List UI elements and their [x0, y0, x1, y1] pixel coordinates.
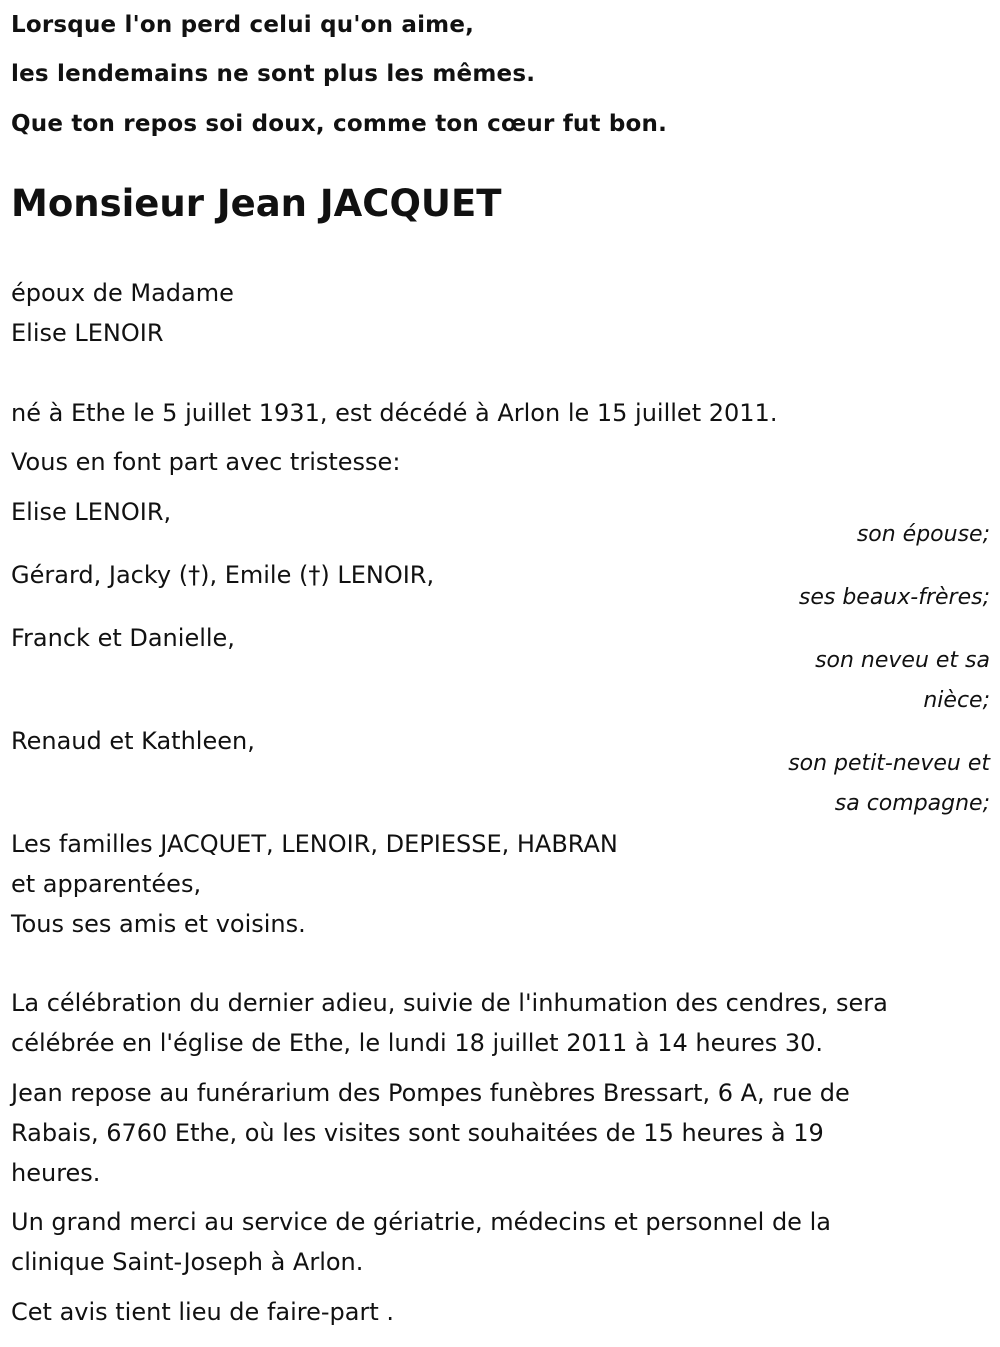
spouse-line-1: époux de Madame — [11, 279, 234, 307]
family-member-name: Renaud et Kathleen, — [11, 727, 255, 755]
family-member-role: son épouse; — [856, 522, 990, 547]
closing-line: Cet avis tient lieu de faire-part . — [11, 1298, 395, 1326]
ceremony-line-1: La célébration du dernier adieu, suivie de l'inhumation des cendres, sera — [11, 989, 888, 1017]
ceremony-line-2: célébrée en l'église de Ethe, le lundi 18 juillet 2011 à 14 heures 30. — [11, 1029, 824, 1057]
family-member-name: Franck et Danielle, — [11, 624, 235, 652]
family-member-role: nièce; — [923, 688, 990, 713]
birth-death-line: né à Ethe le 5 juillet 1931, est décédé à Arlon le 15 juillet 2011. — [11, 399, 778, 427]
families-line-2: et apparentées, — [11, 870, 202, 898]
families-line-1: Les familles JACQUET, LENOIR, DEPIESSE, HABRAN — [11, 830, 618, 858]
poem-line-3: Que ton repos soi doux, comme ton cœur fut bon. — [11, 111, 668, 137]
poem-line-2: les lendemains ne sont plus les mêmes. — [11, 61, 536, 87]
family-member-name: Elise LENOIR, — [11, 498, 172, 526]
spouse-line-2: Elise LENOIR — [11, 319, 164, 347]
friends-line: Tous ses amis et voisins. — [11, 910, 306, 938]
family-member-role: ses beaux-frères; — [798, 585, 990, 610]
family-member-name: Gérard, Jacky (†), Emile (†) LENOIR, — [11, 561, 435, 589]
thanks-line-2: clinique Saint-Joseph à Arlon. — [11, 1248, 364, 1276]
thanks-line-1: Un grand merci au service de gériatrie, médecins et personnel de la — [11, 1208, 831, 1236]
family-member-role: sa compagne; — [834, 791, 990, 816]
funerarium-line-3: heures. — [11, 1159, 101, 1187]
announcement-intro: Vous en font part avec tristesse: — [11, 448, 401, 476]
family-member-role: son petit-neveu et — [788, 751, 990, 776]
poem-line-1: Lorsque l'on perd celui qu'on aime, — [11, 12, 475, 38]
family-member-role: son neveu et sa — [815, 648, 990, 673]
funerarium-line-1: Jean repose au funérarium des Pompes funèbres Bressart, 6 A, rue de — [11, 1079, 850, 1107]
deceased-name: Monsieur Jean JACQUET — [11, 182, 502, 225]
funerarium-line-2: Rabais, 6760 Ethe, où les visites sont souhaitées de 15 heures à 19 — [11, 1119, 824, 1147]
